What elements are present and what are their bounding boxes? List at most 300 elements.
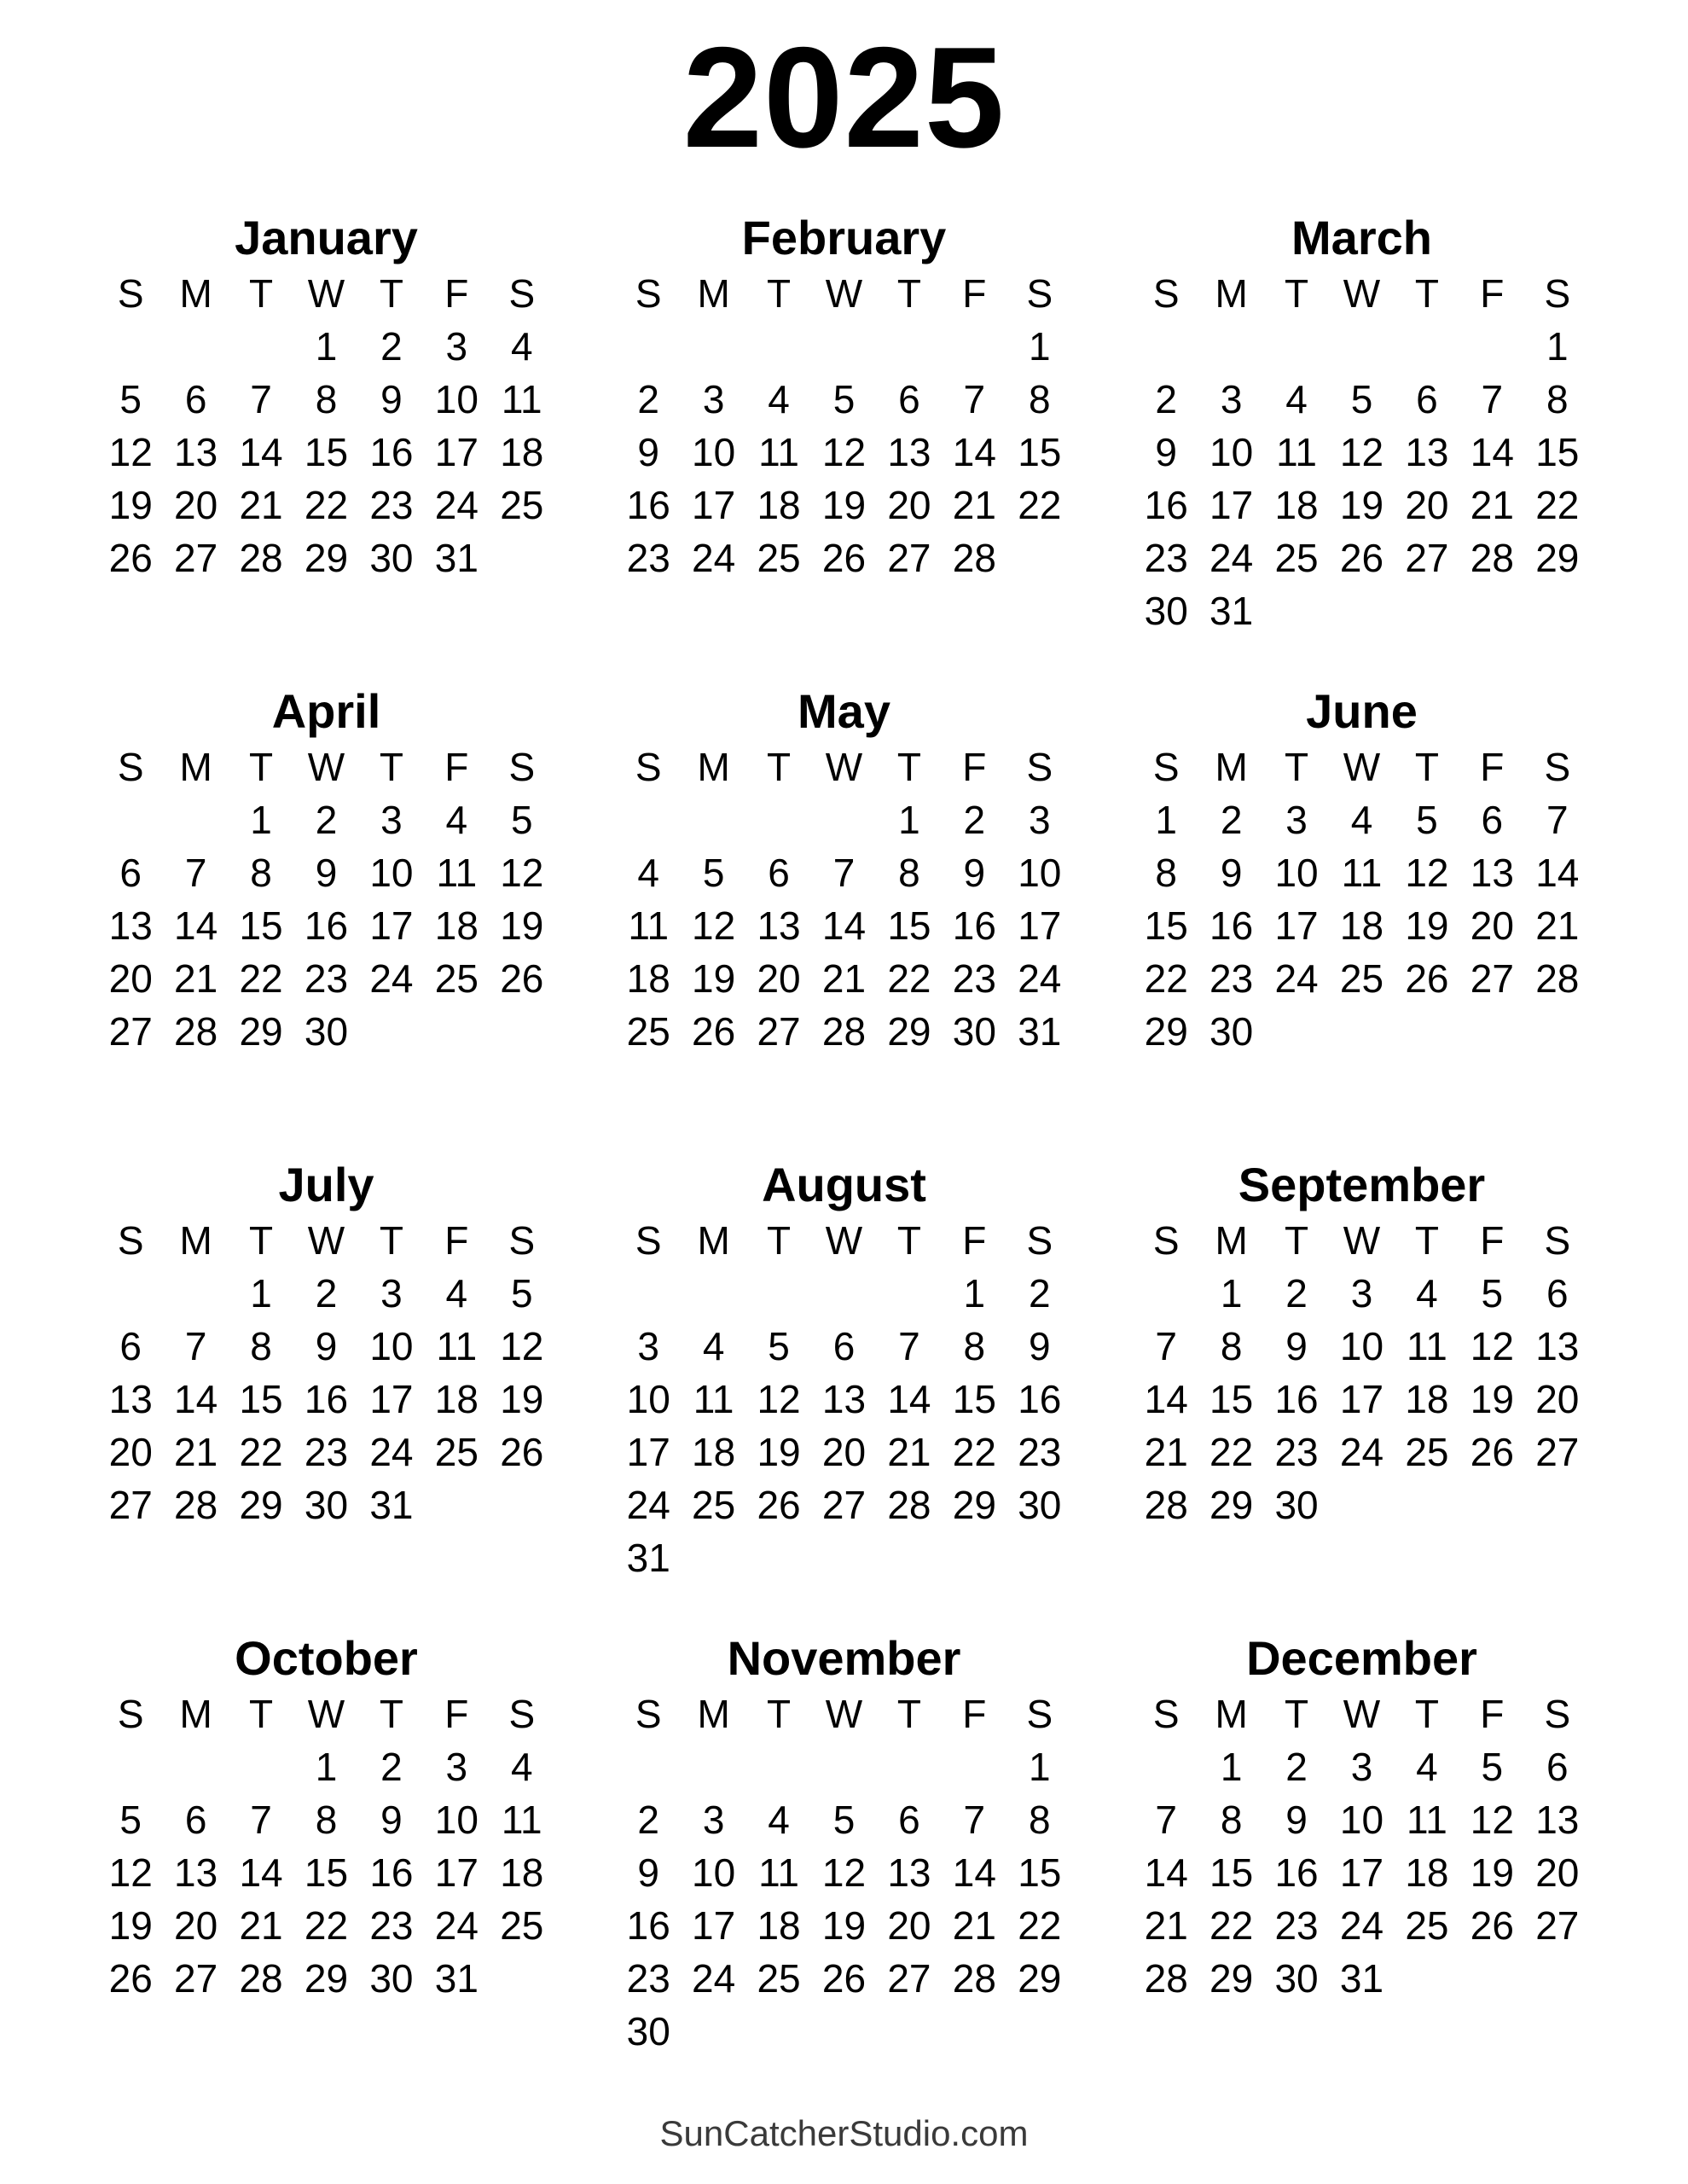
day-cell: 8 (1028, 1797, 1051, 1842)
day-cell: 19 (500, 903, 544, 948)
day-cell: 3 (637, 1323, 659, 1368)
day-cell: 9 (380, 1797, 403, 1842)
day-cell: 17 (434, 429, 479, 474)
day-cell: 1 (250, 797, 272, 842)
day-header-friday: F (1480, 1691, 1505, 1736)
day-cell: 11 (1276, 429, 1317, 474)
day-cell: 4 (637, 850, 659, 895)
day-header-thursday: T (1414, 270, 1439, 316)
day-cell: 2 (1285, 1270, 1308, 1316)
day-header-tuesday: T (249, 270, 274, 316)
day-cell: 8 (1220, 1323, 1243, 1368)
day-cell: 15 (887, 903, 931, 948)
month-day-grid (98, 1687, 554, 2005)
month-title-november: November (727, 1631, 961, 1685)
day-header-friday: F (962, 744, 987, 789)
day-header-thursday: T (896, 744, 921, 789)
day-cell: 26 (500, 1429, 544, 1474)
month-title-may: May (798, 684, 890, 738)
day-cell: 24 (692, 535, 736, 580)
day-cell: 24 (1274, 956, 1319, 1001)
day-cell: 2 (963, 797, 986, 842)
day-cell: 30 (1144, 588, 1188, 633)
day-cell: 12 (692, 903, 736, 948)
day-cell: 15 (1535, 429, 1580, 474)
day-cell: 20 (174, 1902, 218, 1948)
day-cell: 6 (1546, 1270, 1569, 1316)
month-title-january: January (235, 211, 418, 264)
day-cell: 14 (1144, 1850, 1188, 1895)
day-cell: 9 (1155, 429, 1177, 474)
day-header-tuesday: T (1285, 270, 1309, 316)
day-cell: 5 (832, 376, 856, 421)
day-header-thursday: T (1414, 1691, 1439, 1736)
day-cell: 16 (1274, 1850, 1319, 1895)
day-cell: 1 (1220, 1744, 1243, 1789)
day-cell: 3 (702, 376, 725, 421)
day-cell: 21 (174, 1429, 218, 1474)
day-cell: 2 (637, 1797, 659, 1842)
day-cell: 7 (250, 1797, 272, 1842)
day-cell: 7 (963, 376, 986, 421)
day-cell: 22 (239, 956, 283, 1001)
day-cell: 17 (1274, 903, 1319, 948)
day-header-wednesday: W (307, 1217, 345, 1263)
day-cell: 2 (315, 1270, 338, 1316)
day-cell: 7 (1155, 1323, 1177, 1368)
day-cell: 31 (626, 1535, 670, 1580)
day-cell: 8 (250, 850, 272, 895)
day-cell: 10 (692, 429, 736, 474)
day-cell: 1 (1546, 323, 1569, 369)
day-cell: 20 (821, 1429, 867, 1474)
day-cell: 17 (369, 1376, 414, 1421)
day-cell: 13 (887, 429, 931, 474)
day-cell: 24 (434, 482, 479, 527)
day-header-monday: M (179, 1691, 212, 1736)
day-cell: 7 (1155, 1797, 1177, 1842)
day-cell: 20 (1535, 1850, 1580, 1895)
day-header-saturday: S (508, 1217, 536, 1263)
day-header-tuesday: T (1285, 744, 1309, 789)
day-cell: 2 (1028, 1270, 1051, 1316)
day-cell: 28 (887, 1482, 931, 1527)
month-day-grid (616, 267, 1072, 584)
day-cell: 22 (952, 1429, 996, 1474)
day-cell: 8 (1220, 1797, 1243, 1842)
day-cell: 4 (1285, 376, 1308, 421)
day-cell: 21 (239, 482, 283, 527)
day-cell: 12 (1339, 429, 1384, 474)
day-cell: 11 (1341, 850, 1383, 895)
day-cell: 20 (1405, 482, 1449, 527)
day-cell: 25 (1274, 535, 1319, 580)
day-cell: 7 (184, 850, 207, 895)
day-cell: 11 (1407, 1323, 1447, 1368)
day-cell: 23 (369, 482, 414, 527)
day-cell: 20 (108, 1429, 153, 1474)
day-cell: 9 (380, 376, 403, 421)
month-day-grid (1134, 741, 1590, 1058)
day-cell: 18 (692, 1429, 736, 1474)
day-cell: 10 (1339, 1323, 1384, 1368)
day-cell: 1 (315, 323, 338, 369)
day-cell: 24 (692, 1955, 736, 2001)
day-cell: 17 (434, 1850, 479, 1895)
day-cell: 19 (500, 1376, 544, 1421)
day-cell: 24 (626, 1482, 670, 1527)
month-april (98, 684, 554, 1160)
day-cell: 28 (1535, 956, 1580, 1001)
day-cell: 21 (1535, 903, 1580, 948)
month-title-august: August (762, 1158, 926, 1211)
day-cell: 20 (757, 956, 801, 1001)
day-cell: 12 (500, 850, 544, 895)
day-header-wednesday: W (1343, 270, 1381, 316)
day-header-tuesday: T (1285, 1691, 1309, 1736)
day-cell: 3 (1350, 1270, 1373, 1316)
day-cell: 21 (952, 482, 996, 527)
day-cell: 16 (369, 1850, 414, 1895)
day-cell: 3 (1285, 797, 1308, 842)
day-cell: 26 (821, 535, 867, 580)
day-cell: 29 (887, 1008, 931, 1054)
month-day-grid (1134, 267, 1590, 637)
month-day-grid (98, 741, 554, 1058)
day-cell: 22 (1144, 956, 1188, 1001)
day-cell: 28 (239, 535, 283, 580)
month-title-december: December (1246, 1631, 1477, 1685)
day-cell: 20 (174, 482, 218, 527)
day-cell: 14 (821, 903, 867, 948)
day-cell: 14 (1144, 1376, 1188, 1421)
day-header-saturday: S (1026, 744, 1053, 789)
day-cell: 12 (1405, 850, 1449, 895)
day-cell: 26 (108, 535, 153, 580)
day-cell: 31 (434, 535, 479, 580)
day-cell: 26 (500, 956, 544, 1001)
day-header-friday: F (962, 1217, 987, 1263)
day-header-monday: M (697, 1691, 730, 1736)
day-cell: 22 (304, 1902, 349, 1948)
day-cell: 27 (757, 1008, 801, 1054)
day-cell: 30 (1209, 1008, 1254, 1054)
day-cell: 21 (1144, 1429, 1188, 1474)
month-title-june: June (1306, 684, 1418, 738)
day-cell: 7 (963, 1797, 986, 1842)
day-cell: 5 (702, 850, 725, 895)
day-header-saturday: S (1026, 1217, 1053, 1263)
day-cell: 9 (1285, 1797, 1308, 1842)
day-cell: 9 (315, 1323, 338, 1368)
day-header-wednesday: W (307, 270, 345, 316)
day-cell: 23 (304, 1429, 349, 1474)
day-cell: 3 (445, 1744, 468, 1789)
day-header-sunday: S (1152, 1217, 1180, 1263)
day-cell: 16 (626, 1902, 670, 1948)
day-cell: 20 (108, 956, 153, 1001)
day-cell: 8 (1028, 376, 1051, 421)
day-cell: 29 (239, 1008, 283, 1054)
day-cell: 16 (952, 903, 996, 948)
day-header-thursday: T (1414, 1217, 1439, 1263)
day-cell: 15 (304, 429, 349, 474)
day-cell: 19 (821, 482, 867, 527)
month-day-grid (616, 741, 1072, 1058)
day-cell: 2 (1285, 1744, 1308, 1789)
day-cell: 25 (692, 1482, 736, 1527)
day-header-monday: M (697, 1217, 730, 1263)
day-cell: 17 (1209, 482, 1254, 527)
day-cell: 10 (1209, 429, 1254, 474)
day-cell: 9 (1220, 850, 1243, 895)
day-cell: 2 (637, 376, 659, 421)
month-day-grid (1134, 1214, 1590, 1531)
month-title-october: October (235, 1631, 418, 1685)
day-cell: 27 (108, 1482, 153, 1527)
day-cell: 25 (434, 1429, 479, 1474)
day-header-monday: M (1215, 1691, 1248, 1736)
day-header-monday: M (1215, 270, 1248, 316)
day-cell: 13 (821, 1376, 867, 1421)
day-cell: 14 (1535, 850, 1580, 895)
footer-site-credit: SunCatcherStudio.com (659, 2113, 1029, 2153)
day-cell: 5 (1416, 797, 1438, 842)
day-header-friday: F (444, 1691, 469, 1736)
day-cell: 5 (510, 1270, 533, 1316)
day-cell: 27 (1405, 535, 1449, 580)
day-cell: 4 (1416, 1744, 1438, 1789)
day-cell: 10 (1274, 850, 1319, 895)
day-cell: 4 (768, 1797, 790, 1842)
day-header-wednesday: W (825, 1691, 863, 1736)
day-header-sunday: S (1152, 270, 1180, 316)
day-cell: 25 (434, 956, 479, 1001)
day-cell: 18 (626, 956, 670, 1001)
day-cell: 7 (832, 850, 856, 895)
day-cell: 27 (821, 1482, 867, 1527)
day-cell: 24 (1339, 1902, 1384, 1948)
day-cell: 8 (315, 376, 338, 421)
day-cell: 13 (1405, 429, 1449, 474)
day-cell: 11 (436, 850, 478, 895)
day-cell: 24 (434, 1902, 479, 1948)
day-cell: 15 (1144, 903, 1188, 948)
day-cell: 29 (1209, 1482, 1254, 1527)
day-cell: 15 (1018, 1850, 1062, 1895)
day-cell: 4 (510, 1744, 533, 1789)
day-cell: 6 (1481, 797, 1504, 842)
day-cell: 12 (757, 1376, 801, 1421)
day-cell: 6 (832, 1323, 856, 1368)
day-header-sunday: S (117, 270, 144, 316)
day-cell: 2 (1155, 376, 1177, 421)
day-cell: 9 (637, 1850, 659, 1895)
day-cell: 5 (510, 797, 533, 842)
day-cell: 6 (898, 1797, 920, 1842)
day-cell: 17 (1018, 903, 1062, 948)
day-cell: 26 (692, 1008, 736, 1054)
day-header-friday: F (962, 270, 987, 316)
year-title: 2025 (682, 17, 1006, 177)
day-cell: 26 (1405, 956, 1449, 1001)
day-cell: 1 (1155, 797, 1177, 842)
day-cell: 29 (304, 1955, 349, 2001)
day-cell: 19 (821, 1902, 867, 1948)
day-header-sunday: S (117, 744, 144, 789)
day-cell: 22 (1018, 1902, 1062, 1948)
day-cell: 29 (1535, 535, 1580, 580)
day-cell: 29 (1144, 1008, 1188, 1054)
month-title-march: March (1291, 211, 1432, 264)
day-cell: 31 (1339, 1955, 1384, 2001)
day-cell: 13 (757, 903, 801, 948)
day-header-monday: M (1215, 1217, 1248, 1263)
day-header-wednesday: W (825, 744, 863, 789)
day-header-thursday: T (896, 1691, 921, 1736)
day-cell: 22 (1209, 1429, 1254, 1474)
day-cell: 5 (1350, 376, 1373, 421)
day-cell: 21 (174, 956, 218, 1001)
day-cell: 23 (304, 956, 349, 1001)
day-cell: 5 (119, 376, 142, 421)
day-cell: 19 (692, 956, 736, 1001)
day-cell: 13 (108, 903, 153, 948)
day-cell: 28 (1144, 1955, 1188, 2001)
day-cell: 19 (1470, 1376, 1514, 1421)
day-cell: 28 (1470, 535, 1514, 580)
day-cell: 18 (1339, 903, 1384, 948)
day-header-friday: F (1480, 270, 1505, 316)
day-cell: 14 (952, 429, 996, 474)
day-cell: 18 (434, 903, 479, 948)
day-cell: 22 (239, 1429, 283, 1474)
day-cell: 8 (1155, 850, 1177, 895)
day-cell: 13 (1470, 850, 1514, 895)
day-cell: 16 (1144, 482, 1188, 527)
day-cell: 15 (952, 1376, 996, 1421)
day-cell: 5 (768, 1323, 790, 1368)
day-cell: 26 (108, 1955, 153, 2001)
day-cell: 9 (315, 850, 338, 895)
day-header-sunday: S (635, 744, 662, 789)
day-cell: 5 (832, 1797, 856, 1842)
day-cell: 16 (304, 903, 349, 948)
day-cell: 30 (304, 1008, 349, 1054)
day-cell: 22 (887, 956, 931, 1001)
day-header-thursday: T (1414, 744, 1439, 789)
day-cell: 8 (963, 1323, 986, 1368)
day-cell: 6 (119, 850, 142, 895)
day-header-thursday: T (896, 270, 921, 316)
day-header-saturday: S (508, 270, 536, 316)
day-cell: 15 (239, 1376, 283, 1421)
day-cell: 21 (821, 956, 867, 1001)
day-header-tuesday: T (767, 744, 792, 789)
day-cell: 3 (380, 1270, 403, 1316)
day-cell: 12 (108, 1850, 153, 1895)
day-header-monday: M (179, 270, 212, 316)
day-cell: 8 (250, 1323, 272, 1368)
day-cell: 12 (821, 1850, 867, 1895)
day-cell: 12 (108, 429, 153, 474)
day-cell: 22 (1535, 482, 1580, 527)
day-header-saturday: S (508, 1691, 536, 1736)
day-cell: 10 (369, 850, 414, 895)
day-cell: 12 (500, 1323, 544, 1368)
day-cell: 25 (1405, 1902, 1449, 1948)
day-cell: 8 (1546, 376, 1569, 421)
day-cell: 1 (1220, 1270, 1243, 1316)
day-cell: 27 (174, 535, 218, 580)
day-cell: 14 (239, 429, 283, 474)
day-cell: 21 (887, 1429, 931, 1474)
day-cell: 20 (1470, 903, 1514, 948)
day-cell: 30 (1274, 1955, 1319, 2001)
day-cell: 4 (445, 1270, 468, 1316)
day-cell: 19 (1339, 482, 1384, 527)
day-cell: 29 (239, 1482, 283, 1527)
day-cell: 28 (174, 1008, 218, 1054)
day-cell: 15 (239, 903, 283, 948)
day-cell: 24 (369, 956, 414, 1001)
day-cell: 11 (758, 1850, 799, 1895)
day-header-thursday: T (379, 1217, 403, 1263)
day-cell: 24 (1018, 956, 1062, 1001)
day-cell: 15 (1209, 1376, 1254, 1421)
day-cell: 25 (500, 1902, 544, 1948)
day-cell: 16 (1209, 903, 1254, 948)
day-cell: 14 (239, 1850, 283, 1895)
month-title-july: July (278, 1158, 374, 1211)
day-cell: 15 (1018, 429, 1062, 474)
day-header-wednesday: W (1343, 744, 1381, 789)
day-cell: 21 (1470, 482, 1514, 527)
day-cell: 31 (1209, 588, 1254, 633)
day-cell: 7 (184, 1323, 207, 1368)
day-cell: 13 (1535, 1323, 1580, 1368)
day-cell: 26 (1470, 1902, 1514, 1948)
day-cell: 26 (1470, 1429, 1514, 1474)
day-cell: 12 (1470, 1797, 1514, 1842)
month-march (1134, 213, 1590, 687)
day-cell: 17 (369, 903, 414, 948)
day-cell: 22 (1209, 1902, 1254, 1948)
day-cell: 3 (1028, 797, 1051, 842)
day-cell: 16 (1274, 1376, 1319, 1421)
day-cell: 28 (952, 1955, 996, 2001)
day-cell: 3 (1350, 1744, 1373, 1789)
day-cell: 15 (304, 1850, 349, 1895)
month-july (98, 1160, 554, 1634)
month-day-grid (1134, 1687, 1590, 2005)
day-header-sunday: S (117, 1691, 144, 1736)
day-cell: 18 (757, 1902, 801, 1948)
month-december (1134, 1631, 1590, 2107)
day-header-monday: M (697, 270, 730, 316)
day-cell: 27 (108, 1008, 153, 1054)
day-cell: 30 (369, 1955, 414, 2001)
day-cell: 25 (757, 1955, 801, 2001)
day-cell: 6 (1546, 1744, 1569, 1789)
day-cell: 19 (757, 1429, 801, 1474)
day-cell: 6 (1416, 376, 1438, 421)
day-header-saturday: S (1544, 1691, 1571, 1736)
day-cell: 13 (174, 429, 218, 474)
day-cell: 7 (1481, 376, 1504, 421)
day-cell: 12 (1470, 1323, 1514, 1368)
day-cell: 16 (304, 1376, 349, 1421)
